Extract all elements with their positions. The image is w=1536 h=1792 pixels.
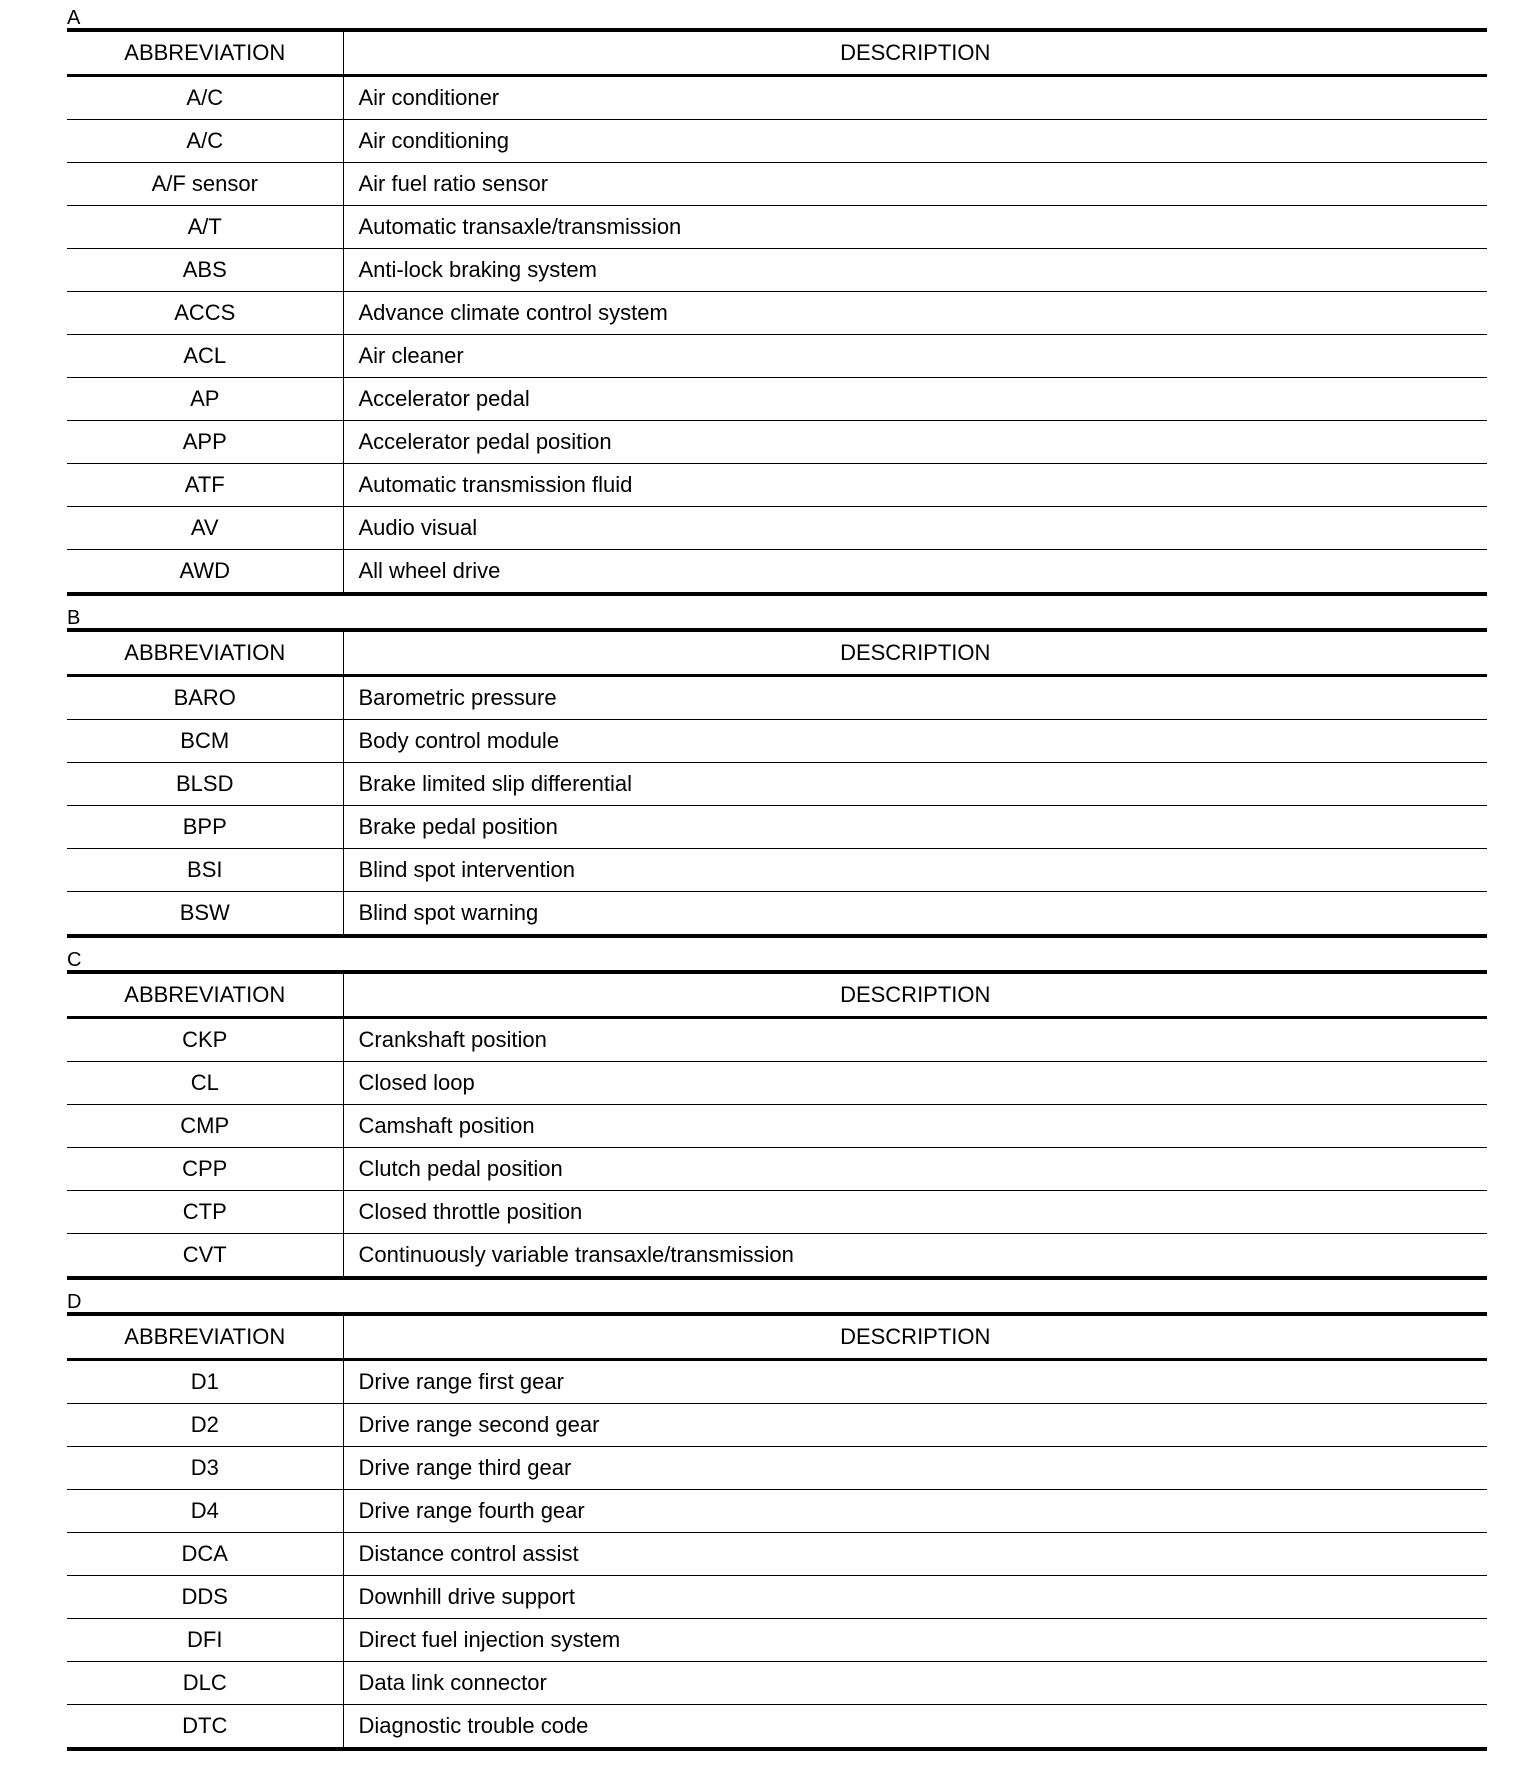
description-column-header: DESCRIPTION (343, 972, 1487, 1018)
abbreviation-column-header: ABBREVIATION (67, 30, 343, 76)
section-c (67, 950, 1487, 1280)
table-row (67, 507, 1487, 550)
description-cell: Drive range first gear (343, 1360, 1487, 1404)
section-letter: B (67, 607, 81, 629)
table-row (67, 163, 1487, 206)
table-header-row (67, 1314, 1487, 1360)
table-row (67, 1662, 1487, 1705)
table-row (67, 676, 1487, 720)
table-row (67, 1360, 1487, 1404)
table-row (67, 292, 1487, 335)
abbreviation-cell: BPP (67, 806, 343, 849)
table-row (67, 1234, 1487, 1279)
section-letter: C (67, 949, 82, 971)
table-row (67, 720, 1487, 763)
abbreviation-cell: CTP (67, 1191, 343, 1234)
description-cell: Anti-lock braking system (343, 249, 1487, 292)
section-letter: D (67, 1291, 82, 1313)
description-cell: Downhill drive support (343, 1576, 1487, 1619)
section-d (67, 1292, 1487, 1751)
abbreviation-cell: DFI (67, 1619, 343, 1662)
table-row (67, 550, 1487, 595)
abbreviation-table (67, 28, 1487, 596)
abbreviation-cell: ACL (67, 335, 343, 378)
table-row (67, 1490, 1487, 1533)
abbreviation-cell: DLC (67, 1662, 343, 1705)
table-row (67, 1705, 1487, 1750)
abbreviation-cell: BSW (67, 892, 343, 937)
table-row (67, 1105, 1487, 1148)
table-row (67, 1576, 1487, 1619)
description-column-header: DESCRIPTION (343, 30, 1487, 76)
table-header-row (67, 630, 1487, 676)
table-row (67, 76, 1487, 120)
table-row (67, 806, 1487, 849)
abbreviation-cell: AWD (67, 550, 343, 595)
table-row (67, 1533, 1487, 1576)
abbreviation-cell: ACCS (67, 292, 343, 335)
table-header-row (67, 972, 1487, 1018)
description-cell: Camshaft position (343, 1105, 1487, 1148)
description-column-header: DESCRIPTION (343, 1314, 1487, 1360)
description-cell: All wheel drive (358, 558, 501, 583)
description-cell: Air conditioning (343, 120, 1487, 163)
abbreviation-cell: D2 (67, 1404, 343, 1447)
table-row (67, 1062, 1487, 1105)
table-row (67, 1447, 1487, 1490)
description-cell: Distance control assist (343, 1533, 1487, 1576)
description-cell: Advance climate control system (343, 292, 1487, 335)
abbreviation-cell: CVT (67, 1234, 343, 1279)
abbreviation-cell: ABS (67, 249, 343, 292)
description-cell: Blind spot warning (358, 900, 539, 925)
abbreviation-cell: D4 (67, 1490, 343, 1533)
description-cell: Accelerator pedal (343, 378, 1487, 421)
abbreviation-cell: BARO (67, 676, 343, 720)
abbreviation-cell: APP (67, 421, 343, 464)
description-cell: Brake limited slip differential (343, 763, 1487, 806)
table-row (67, 378, 1487, 421)
description-cell: Audio visual (343, 507, 1487, 550)
table-row (67, 892, 1487, 937)
section-letter: A (67, 7, 81, 29)
abbreviation-cell: A/F sensor (67, 163, 343, 206)
abbreviation-table (67, 970, 1487, 1280)
description-cell: Closed throttle position (343, 1191, 1487, 1234)
description-cell: Direct fuel injection system (343, 1619, 1487, 1662)
description-cell: Air fuel ratio sensor (343, 163, 1487, 206)
abbreviation-cell: A/C (67, 76, 343, 120)
abbreviation-cell: D3 (67, 1447, 343, 1490)
table-row (67, 464, 1487, 507)
abbreviation-cell: CMP (67, 1105, 343, 1148)
abbreviation-cell: ATF (67, 464, 343, 507)
description-cell: Clutch pedal position (343, 1148, 1487, 1191)
description-cell: Automatic transaxle/transmission (343, 206, 1487, 249)
abbreviation-table (67, 628, 1487, 938)
description-cell: Drive range second gear (343, 1404, 1487, 1447)
table-row (67, 421, 1487, 464)
abbreviation-cell: BLSD (67, 763, 343, 806)
abbreviation-cell: D1 (67, 1360, 343, 1404)
description-cell: Data link connector (343, 1662, 1487, 1705)
abbreviation-cell: CPP (67, 1148, 343, 1191)
description-cell: Blind spot intervention (343, 849, 1487, 892)
abbreviation-cell: A/T (67, 206, 343, 249)
table-row (67, 1018, 1487, 1062)
abbreviation-cell: CL (67, 1062, 343, 1105)
description-cell: Accelerator pedal position (343, 421, 1487, 464)
description-cell: Barometric pressure (343, 676, 1487, 720)
abbreviation-table (67, 1312, 1487, 1751)
abbreviation-cell: DTC (67, 1705, 343, 1750)
table-row (67, 120, 1487, 163)
abbreviation-cell: CKP (67, 1018, 343, 1062)
description-cell: Body control module (343, 720, 1487, 763)
description-cell: Air cleaner (343, 335, 1487, 378)
description-cell: Drive range fourth gear (343, 1490, 1487, 1533)
description-cell: Crankshaft position (343, 1018, 1487, 1062)
description-cell: Drive range third gear (343, 1447, 1487, 1490)
table-row (67, 206, 1487, 249)
abbreviation-document (67, 8, 1487, 1751)
section-a (67, 8, 1487, 596)
abbreviation-cell: BCM (67, 720, 343, 763)
table-row (67, 849, 1487, 892)
abbreviation-cell: A/C (67, 120, 343, 163)
description-cell: Diagnostic trouble code (358, 1713, 589, 1738)
description-cell: Continuously variable transaxle/transmission (358, 1242, 794, 1267)
description-column-header: DESCRIPTION (343, 630, 1487, 676)
table-header-row (67, 30, 1487, 76)
abbreviation-column-header: ABBREVIATION (67, 630, 343, 676)
table-row (67, 1191, 1487, 1234)
abbreviation-cell: AP (67, 378, 343, 421)
description-cell: Air conditioner (343, 76, 1487, 120)
table-row (67, 763, 1487, 806)
description-cell: Automatic transmission fluid (343, 464, 1487, 507)
description-cell: Brake pedal position (343, 806, 1487, 849)
abbreviation-cell: AV (67, 507, 343, 550)
abbreviation-column-header: ABBREVIATION (67, 972, 343, 1018)
table-row (67, 249, 1487, 292)
abbreviation-cell: DCA (67, 1533, 343, 1576)
abbreviation-cell: BSI (67, 849, 343, 892)
table-row (67, 335, 1487, 378)
section-b (67, 608, 1487, 938)
abbreviation-column-header: ABBREVIATION (67, 1314, 343, 1360)
table-row (67, 1404, 1487, 1447)
description-cell: Closed loop (343, 1062, 1487, 1105)
table-row (67, 1619, 1487, 1662)
abbreviation-cell: DDS (67, 1576, 343, 1619)
table-row (67, 1148, 1487, 1191)
